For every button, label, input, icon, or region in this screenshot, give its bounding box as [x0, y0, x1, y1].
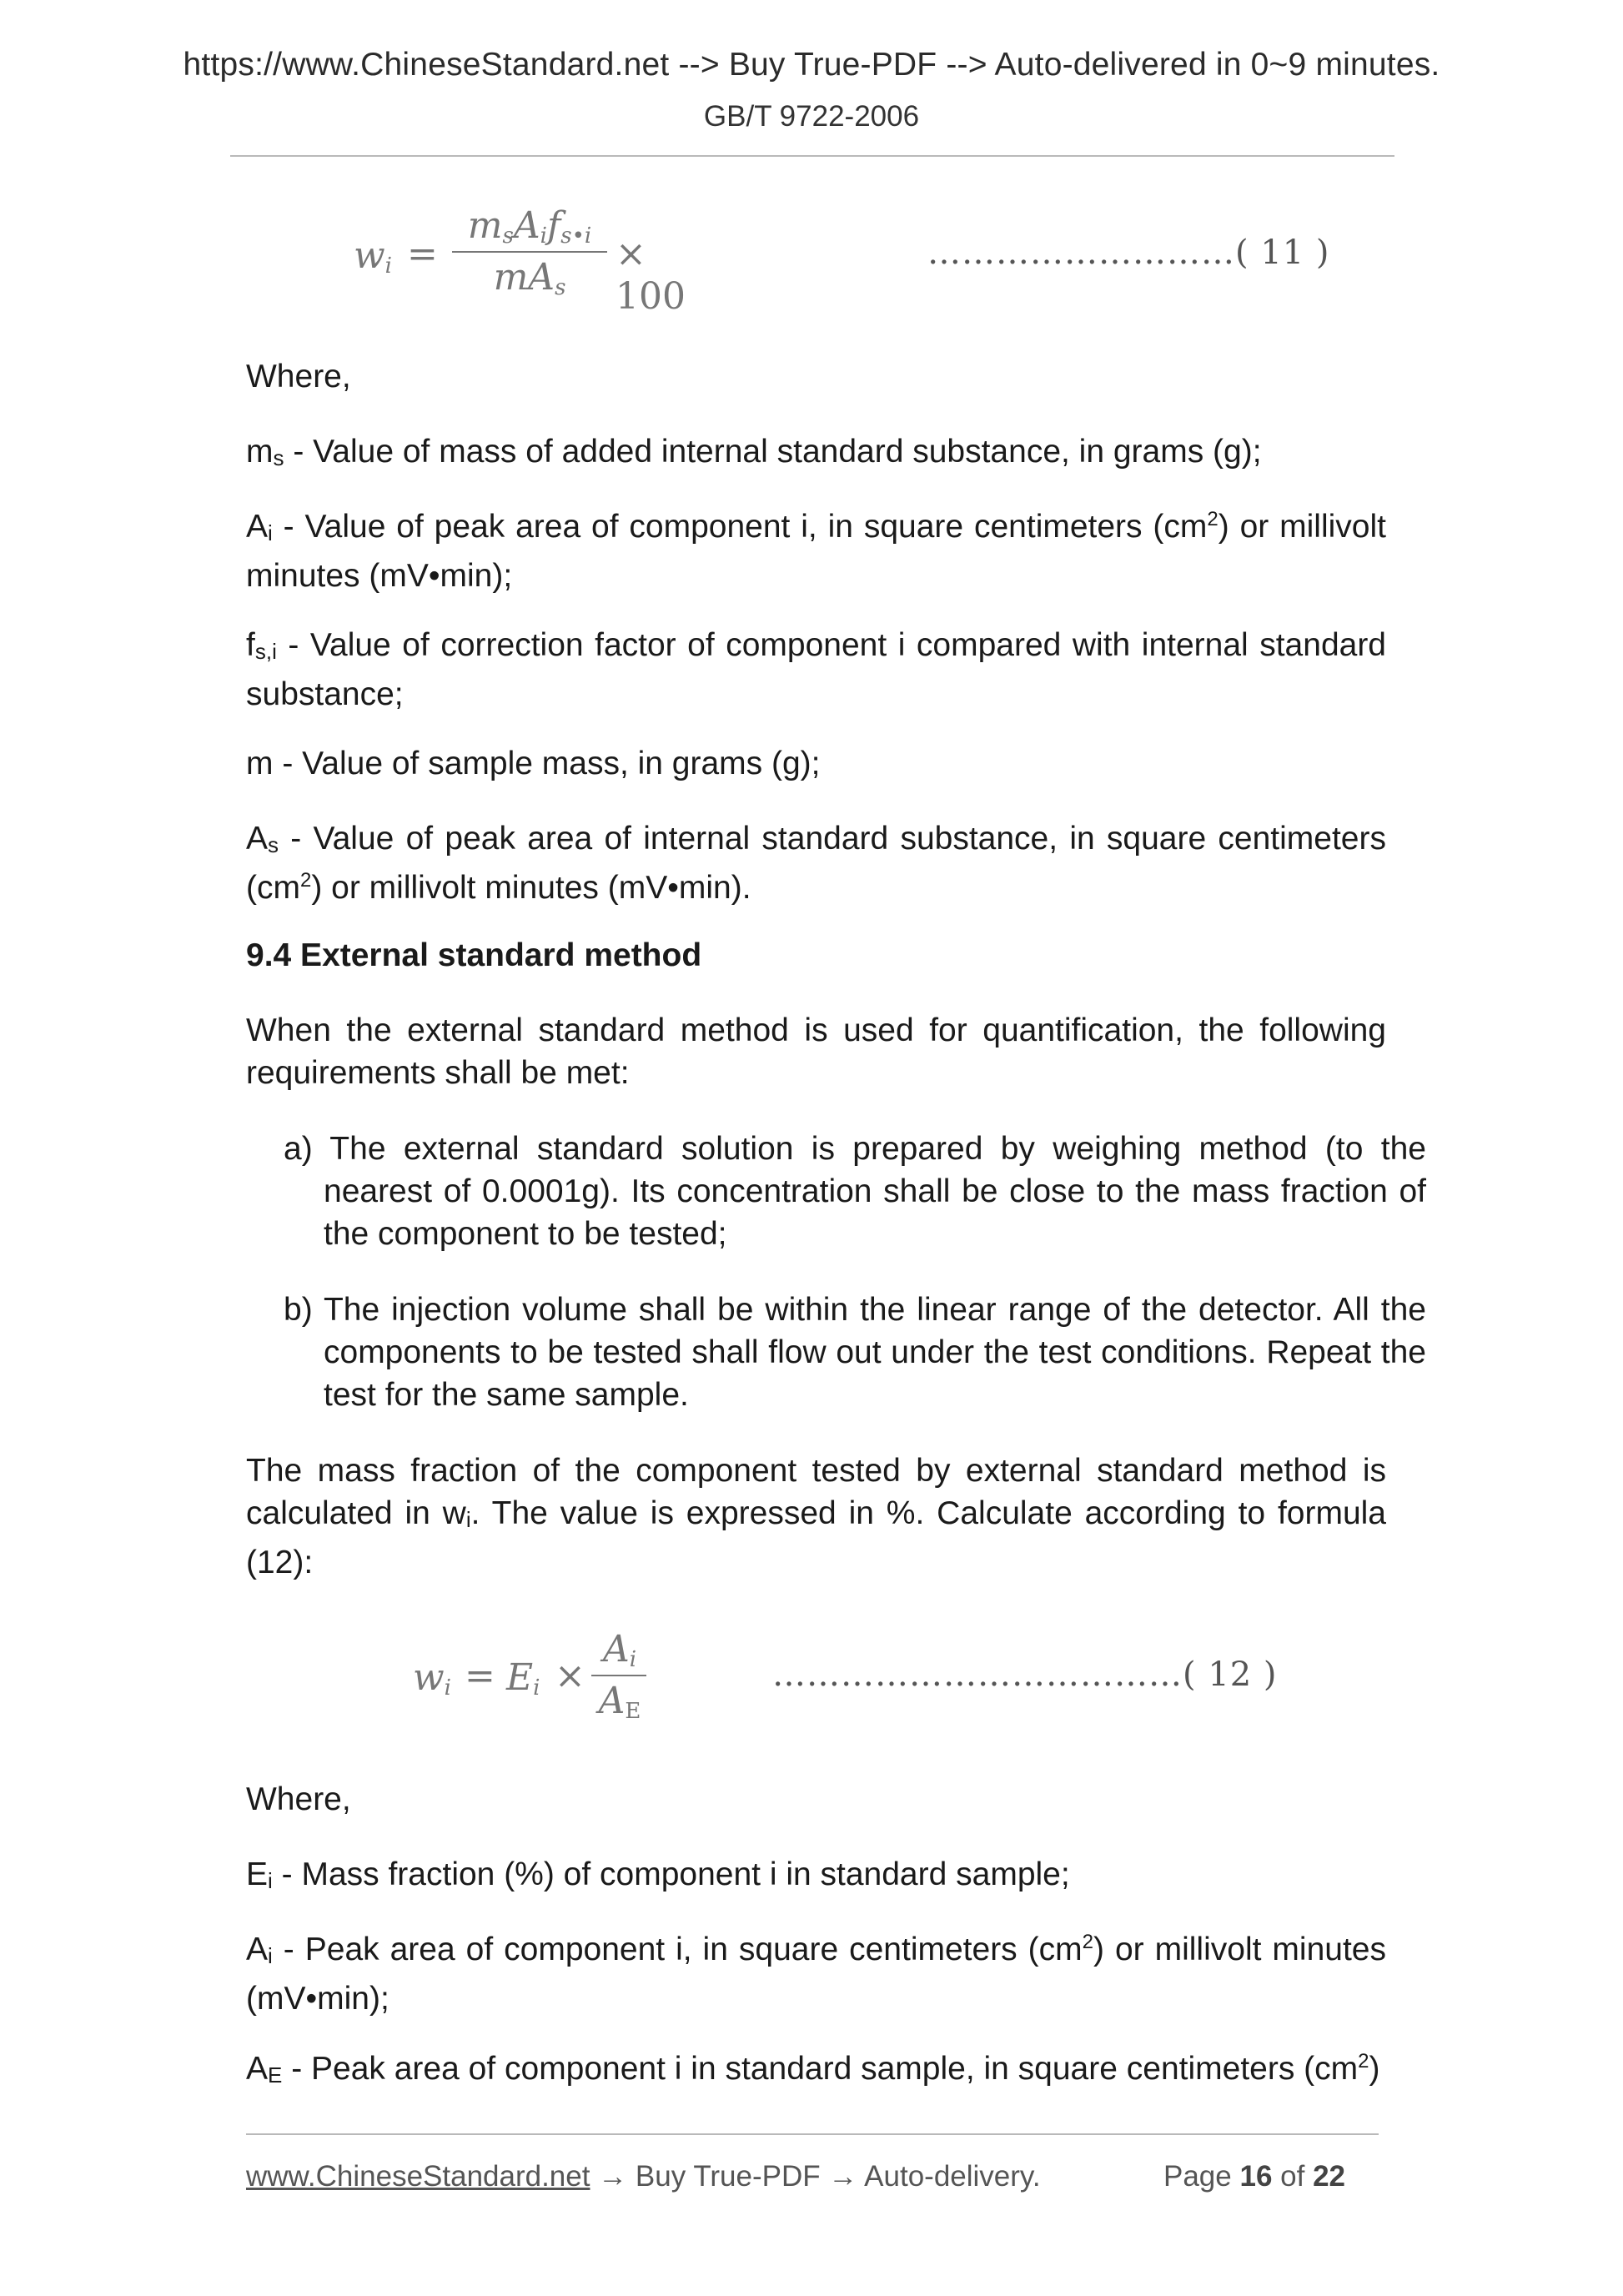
intro-paragraph: When the external standard method is used for quantification, the following requirements shall be met:: [246, 1012, 1386, 1091]
formula-11-times-100: × 100: [616, 233, 686, 318]
definition-ae: [246, 2047, 1386, 2097]
header-divider: [230, 155, 1394, 157]
formula-11-num-sub-si: s•i: [560, 224, 592, 249]
def-text: - Mass fraction (%) of component i in standard sample;: [272, 1856, 1070, 1892]
page-number: 16: [1239, 2160, 1273, 2193]
section-heading: 9.4 External standard method: [246, 937, 702, 973]
def-text-tail: ) or millivolt minutes (mV•min).: [311, 870, 751, 906]
def-text: - Value of correction factor of component i compared with internal standard substance;: [246, 627, 1386, 712]
page-indicator: [1163, 2160, 1345, 2193]
def-superscript: 2: [299, 869, 312, 892]
def-text: - Value of peak area of component i, in square centimeters (cm: [272, 509, 1208, 545]
def-subscript: i: [268, 1868, 273, 1893]
formula-11-lhs-sub: i: [384, 254, 392, 279]
def-text: - Value of peak area of internal standard substance, in square centimeters (cm: [246, 821, 1386, 906]
def-text: - Peak area of component i, in square centimeters (cm: [272, 1932, 1083, 1967]
def-symbol: A: [246, 821, 269, 857]
calc-paragraph: [246, 1449, 1386, 1584]
formula-12: [413, 1628, 663, 1728]
def-subscript: s,i: [254, 639, 277, 664]
footer-text: → Buy True-PDF → Auto-delivery.: [590, 2160, 1041, 2193]
where-label-1: Where,: [246, 359, 351, 394]
standard-code: GB/T 9722-2006: [703, 100, 920, 133]
calc-subscript: i: [465, 1507, 471, 1532]
def-superscript: 2: [1207, 508, 1219, 530]
def-symbol: A: [246, 509, 269, 545]
formula-12-equals: =: [465, 1655, 495, 1697]
formula-11-den-sub: s: [555, 275, 566, 300]
def-symbol: m: [246, 746, 274, 781]
formula-12-fraction-bar: [591, 1675, 646, 1676]
formula-11-lhs: w: [354, 234, 385, 277]
formula-11-numerator-m: m: [467, 204, 503, 247]
list-item-b: b) The injection volume shall be within the linear range of the detector. All the components to be tested shall flow out under the test conditions. Repeat the test for the same sample.: [284, 1292, 1426, 1413]
formula-11-fraction-bar: [452, 251, 607, 253]
formula-11-num-sub-i: i: [540, 224, 547, 249]
def-superscript: 2: [1358, 2050, 1369, 2072]
footer-link[interactable]: www.ChineseStandard.net: [246, 2160, 590, 2193]
def-subscript: i: [268, 1943, 273, 1968]
def-superscript: 2: [1082, 1931, 1093, 1953]
footer-left: [246, 2160, 1041, 2193]
formula-12-lhs: w: [413, 1656, 445, 1699]
def-text: - Peak area of component i in standard sample, in square centimeters (cm: [282, 2051, 1359, 2087]
formula-11-num-sub-s: s: [502, 224, 514, 249]
def-subscript: i: [268, 520, 273, 545]
def-text-tail: ) or millivolt minutes (mV•min);: [246, 509, 1386, 594]
def-symbol: A: [246, 1932, 269, 1967]
def-text: - Value of mass of added internal standard substance, in grams (g);: [284, 434, 1262, 470]
equation-number-11: ………………………( 11 ): [927, 234, 1330, 272]
definition-as: [246, 817, 1386, 909]
formula-12-num-sub: i: [629, 1647, 637, 1672]
definition-ei: [246, 1853, 1386, 1902]
definition-ai: [246, 505, 1386, 597]
formula-11-numerator-A: A: [513, 204, 540, 247]
footer-divider: [246, 2133, 1379, 2135]
formula-11-denominator: mA: [493, 256, 555, 299]
def-text: - Value of sample mass, in grams (g);: [273, 746, 821, 781]
formula-12-lhs-sub: i: [444, 1676, 451, 1701]
def-symbol: E: [246, 1856, 269, 1892]
formula-12-E: E: [506, 1656, 534, 1699]
equation-number-12: ………………………………( 12 ): [772, 1655, 1278, 1694]
list-item-a: a) The external standard solution is prepared by weighing method (to the nearest of 0.0001g). Its concentration shall be close to the mass fraction of the component to be tested;: [284, 1131, 1426, 1252]
def-subscript: s: [268, 832, 279, 857]
formula-12-E-sub: i: [533, 1676, 540, 1701]
definition-ai-2: [246, 1928, 1386, 2020]
formula-11: [350, 204, 717, 318]
formula-12-numerator: A: [602, 1628, 630, 1671]
formula-12-times: ×: [555, 1655, 585, 1697]
definition-ms: [246, 430, 1386, 480]
page-total: 22: [1313, 2160, 1346, 2193]
def-symbol: m: [246, 434, 274, 470]
definition-fsi: [246, 624, 1386, 716]
def-symbol: f: [246, 627, 255, 663]
where-label-2: Where,: [246, 1781, 351, 1817]
calc-text: The mass fraction of the component tested by external standard method is calculated in w: [246, 1453, 1386, 1531]
def-symbol: A: [246, 2051, 269, 2087]
def-subscript: E: [268, 2062, 283, 2088]
formula-11-equals: =: [407, 233, 438, 275]
def-subscript: s: [273, 445, 284, 470]
formula-12-den-sub: E: [625, 1699, 641, 1724]
def-text-tail: ): [1369, 2051, 1380, 2087]
def-text-tail: ) or millivolt minutes (mV•min);: [246, 1932, 1386, 2017]
formula-11-numerator-f: f: [546, 204, 561, 247]
calc-text-tail: . The value is expressed in %. Calculate according to formula (12):: [246, 1495, 1387, 1580]
top-banner-link[interactable]: https://www.ChineseStandard.net --> Buy True-PDF --> Auto-delivered in 0~9 minutes.: [183, 47, 1440, 83]
page-label: Page: [1163, 2160, 1232, 2193]
of-label: of: [1280, 2160, 1305, 2193]
definition-m: [246, 742, 1386, 785]
formula-12-denominator: A: [598, 1680, 626, 1722]
